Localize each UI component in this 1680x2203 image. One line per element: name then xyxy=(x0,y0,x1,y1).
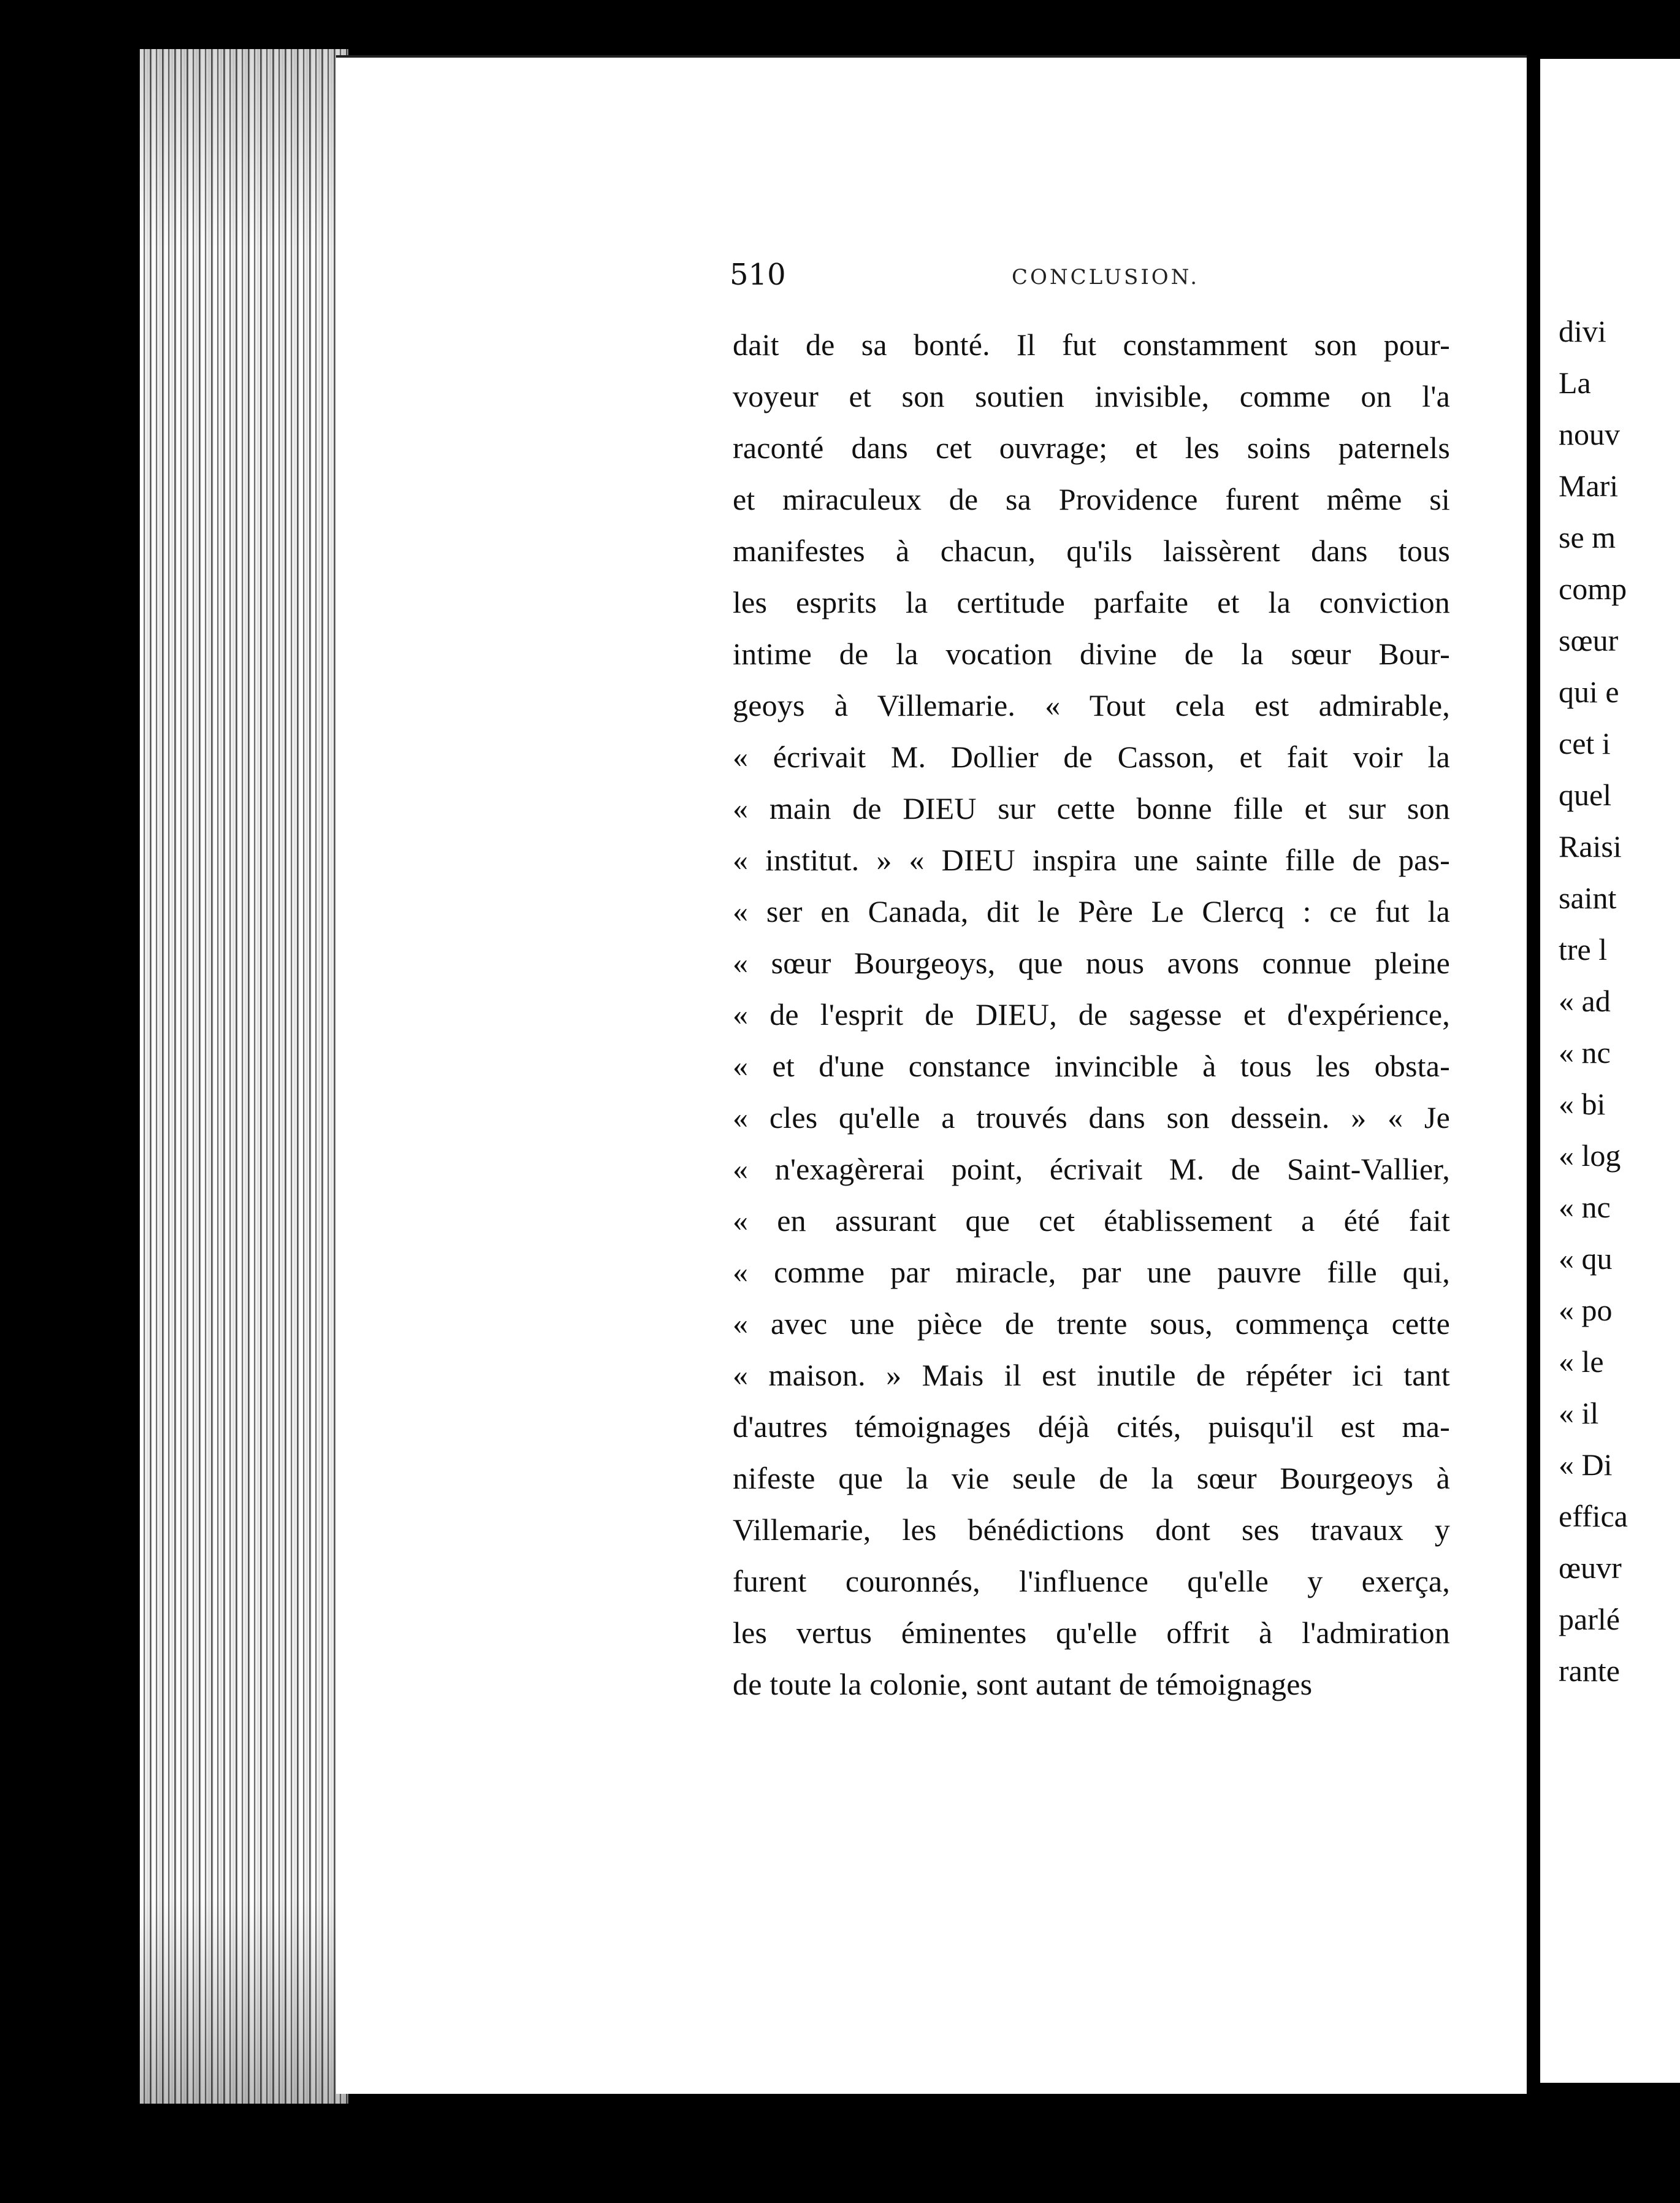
facing-text-line: œuvr xyxy=(1559,1550,1622,1585)
text-line: « en assurant que cet établissement a été fait xyxy=(733,1203,1450,1238)
facing-text-line: tre l xyxy=(1559,932,1608,967)
facing-text-line: quel xyxy=(1559,778,1612,812)
facing-text-line: Mari xyxy=(1559,469,1619,503)
text-line: « sœur Bourgeoys, que nous avons connue pleine xyxy=(733,946,1450,980)
facing-text-line: Raisi xyxy=(1559,829,1622,864)
text-line: furent couronnés, l'influence qu'elle y exerça, xyxy=(733,1564,1450,1598)
facing-text-line: parlé xyxy=(1559,1602,1620,1636)
text-line: geoys à Villemarie. « Tout cela est admirable, xyxy=(733,688,1450,722)
text-line: les vertus éminentes qu'elle offrit à l'admiration xyxy=(733,1615,1450,1650)
facing-text-line: rante xyxy=(1559,1653,1620,1688)
facing-text-line: La xyxy=(1559,366,1591,400)
text-line: « institut. » « DIEU inspira une sainte fille de pas- xyxy=(733,843,1450,877)
facing-text-line: qui e xyxy=(1559,675,1619,709)
facing-text-line: cet i xyxy=(1559,726,1611,761)
facing-text-line: « le xyxy=(1559,1344,1604,1379)
text-line: « écrivait M. Dollier de Casson, et fait voir la xyxy=(733,740,1450,774)
facing-text-line: saint xyxy=(1559,881,1617,915)
running-head: CONCLUSION. xyxy=(1012,265,1200,289)
book-gutter xyxy=(1527,49,1540,2091)
text-line: les esprits la certitude parfaite et la conviction xyxy=(733,585,1450,619)
text-line: manifestes à chacun, qu'ils laissèrent dans tous xyxy=(733,534,1450,568)
text-line: dait de sa bonté. Il fut constamment son pour- xyxy=(733,328,1450,362)
text-line: « n'exagèrerai point, écrivait M. de Saint-Vallier, xyxy=(733,1152,1450,1186)
text-line: et miraculeux de sa Providence furent même si xyxy=(733,482,1450,516)
facing-text-line: « qu xyxy=(1559,1241,1613,1276)
facing-text-line: « bi xyxy=(1559,1087,1606,1121)
facing-text-line: « il xyxy=(1559,1396,1599,1430)
facing-page xyxy=(1540,59,1680,2083)
text-line: raconté dans cet ouvrage; et les soins paternels xyxy=(733,431,1450,465)
facing-text-line: « nc xyxy=(1559,1190,1611,1224)
text-line: « maison. » Mais il est inutile de répéter ici tant xyxy=(733,1358,1450,1392)
facing-text-line: « log xyxy=(1559,1138,1621,1173)
text-line: de toute la colonie, sont autant de témoignages xyxy=(733,1667,1313,1701)
facing-text-line: « Di xyxy=(1559,1447,1613,1482)
facing-text-line: divi xyxy=(1559,314,1606,348)
text-line: « main de DIEU sur cette bonne fille et sur son xyxy=(733,791,1450,826)
facing-page-text xyxy=(1559,305,1680,1696)
facing-text-line: « nc xyxy=(1559,1035,1611,1070)
text-line: voyeur et son soutien invisible, comme on l'a xyxy=(733,379,1450,413)
body-text xyxy=(733,319,1450,1710)
page-number: 510 xyxy=(730,258,786,292)
text-line: « comme par miracle, par une pauvre fille qui, xyxy=(733,1255,1450,1289)
page-block-edges xyxy=(140,49,348,2104)
text-line: Villemarie, les bénédictions dont ses travaux y xyxy=(733,1512,1450,1547)
page-header xyxy=(730,258,1453,294)
text-line: nifeste que la vie seule de la sœur Bourgeoys à xyxy=(733,1461,1450,1495)
text-line: « de l'esprit de DIEU, de sagesse et d'expérience, xyxy=(733,997,1450,1032)
text-line: intime de la vocation divine de la sœur Bour- xyxy=(733,637,1450,671)
facing-text-line: nouv xyxy=(1559,417,1620,451)
text-line: « cles qu'elle a trouvés dans son dessein. » « Je xyxy=(733,1100,1450,1135)
facing-text-line: « po xyxy=(1559,1293,1613,1327)
text-line: « ser en Canada, dit le Père Le Clercq : ce fut la xyxy=(733,894,1450,929)
facing-text-line: se m xyxy=(1559,520,1616,554)
text-line: « avec une pièce de trente sous, commença cette xyxy=(733,1306,1450,1341)
facing-text-line: « ad xyxy=(1559,984,1611,1018)
facing-text-line: sœur xyxy=(1559,623,1619,657)
text-line: « et d'une constance invincible à tous les obsta- xyxy=(733,1049,1450,1083)
text-line: d'autres témoignages déjà cités, puisqu'il est ma- xyxy=(733,1409,1450,1444)
facing-text-line: effica xyxy=(1559,1499,1628,1533)
facing-text-line: comp xyxy=(1559,572,1627,606)
